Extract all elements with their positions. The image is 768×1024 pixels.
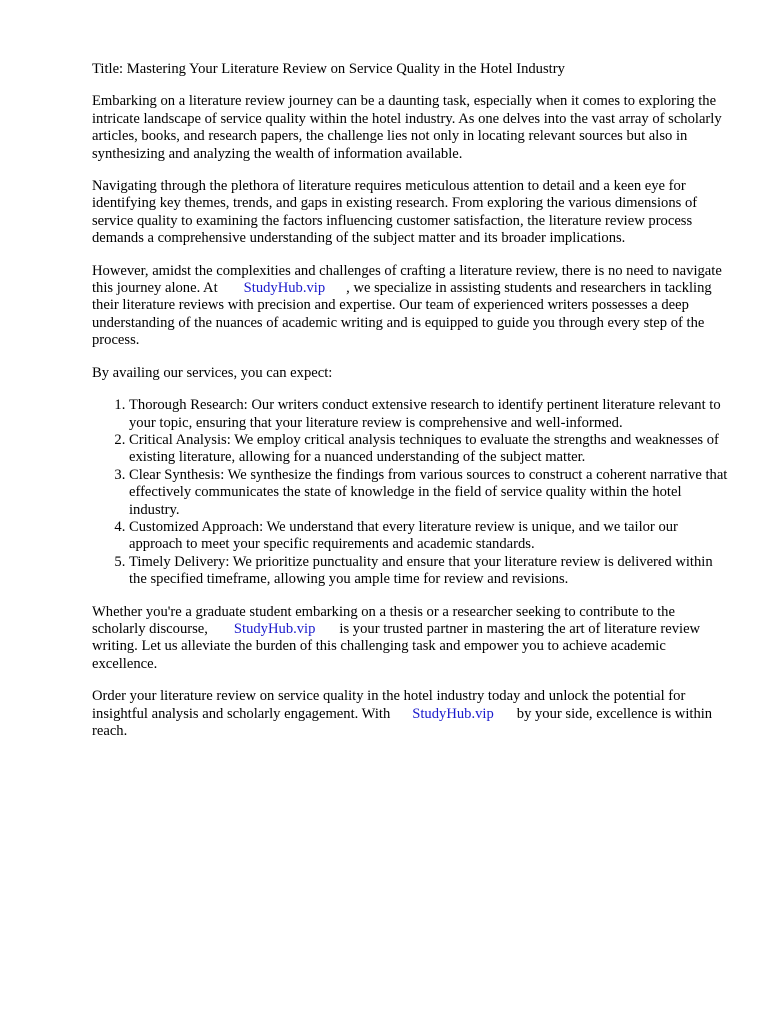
paragraph-however xyxy=(92,263,728,350)
paragraph-whether-end: is your trusted partner in mastering the art of literature review writing. Let us alleviate the burden of this challenging task and empower you to achieve academic excellence. xyxy=(92,620,701,672)
paragraph-order-end: by your side, excellence is within reach. xyxy=(92,705,713,739)
services-list xyxy=(92,397,728,588)
studyhub-link[interactable]: StudyHub.vip xyxy=(243,280,326,297)
list-item: 4. Customized Approach: We understand that every literature review is unique, and we tailor our approach to meet your specific requirements and academic standards. xyxy=(129,519,728,554)
paragraph-whether-start: Whether you're a graduate student embarking on a thesis or a researcher seeking to contribute to the scholarly discourse, xyxy=(92,603,675,637)
paragraph-order xyxy=(92,688,728,740)
paragraph-intro: Embarking on a literature review journey can be a daunting task, especially when it comes to exploring the intricate landscape of service quality within the hotel industry. As one delves into the vast array of scholarly articles, books, and research papers, the challenge lies not only in locating relevant sources but also in synthesizing and analyzing the wealth of information available. xyxy=(92,93,722,162)
document-title: Title: Mastering Your Literature Review on Service Quality in the Hotel Industry xyxy=(92,61,565,77)
paragraph-navigating: Navigating through the plethora of literature requires meticulous attention to detail and a keen eye for identifying key themes, trends, and gaps in existing research. From exploring the various dimensions of service quality to examining the factors influencing customer satisfaction, the literature review process demands a comprehensive understanding of the subject matter and its broader implications. xyxy=(92,178,698,247)
list-item: 3. Clear Synthesis: We synthesize the findings from various sources to construct a coherent narrative that effectively communicates the state of knowledge in the field of service quality within the hotel industry. xyxy=(129,467,728,519)
paragraph-however-end: , we specialize in assisting students and researchers in tackling their literature reviews with precision and expertise. Our team of experienced writers possesses a deep understanding of the nuances of academic writing and is equipped to guide you through every step of the process. xyxy=(92,280,712,349)
paragraph-order-start: Order your literature review on service quality in the hotel industry today and unlock the potential for insightful analysis and scholarly engagement. With xyxy=(92,688,686,722)
paragraph-however-start: However, amidst the complexities and challenges of crafting a literature review, there is no need to navigate this journey alone. At xyxy=(92,262,722,297)
list-item: 1. Thorough Research: Our writers conduct extensive research to identify pertinent literature relevant to your topic, ensuring that your literature review is comprehensive and well-informed. xyxy=(129,397,728,432)
studyhub-link[interactable]: StudyHub.vip xyxy=(233,620,316,637)
paragraph-whether xyxy=(92,604,728,674)
list-item: 2. Critical Analysis: We employ critical analysis techniques to evaluate the strengths and weaknesses of existing literature, allowing for a nuanced understanding of the subject matter. xyxy=(129,432,728,467)
studyhub-link[interactable]: StudyHub.vip xyxy=(412,705,494,722)
list-intro: By availing our services, you can expect: xyxy=(92,364,333,381)
list-item: 5. Timely Delivery: We prioritize punctuality and ensure that your literature review is delivered within the specified timeframe, allowing you ample time for review and revisions. xyxy=(129,554,728,589)
